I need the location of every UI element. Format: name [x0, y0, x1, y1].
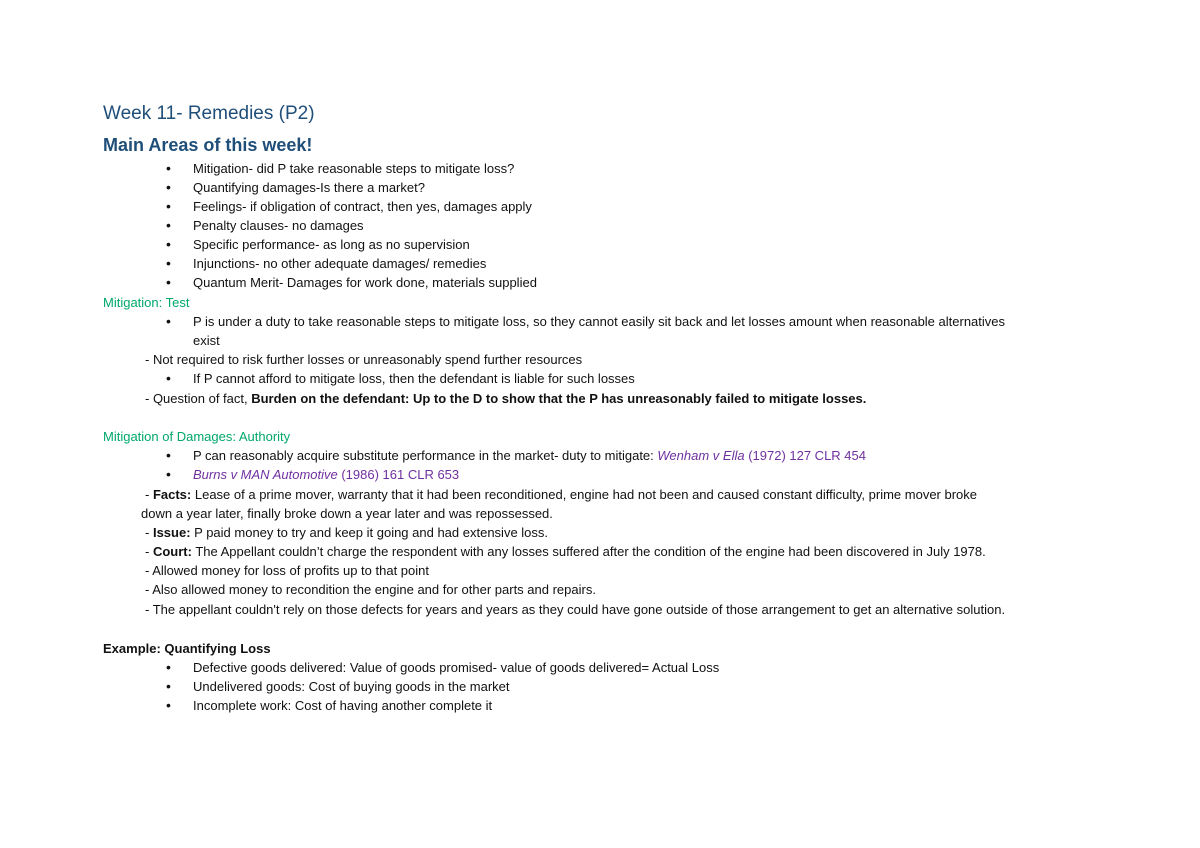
bullet-icon — [166, 256, 174, 264]
list-item — [193, 447, 866, 465]
bullet-icon — [166, 161, 174, 169]
bullet-icon — [166, 237, 174, 245]
dash-item: - Also allowed money to recondition the engine and for other parts and repairs. — [145, 582, 596, 597]
list-item: If P cannot afford to mitigate loss, then the defendant is liable for such losses — [193, 371, 635, 386]
bullet-icon — [166, 660, 174, 668]
dash-item-bold: Burden on the defendant: Up to the D to show that the P has unreasonably failed to mitigate losses. — [251, 391, 867, 406]
dash-item-prefix: - Question of fact, — [145, 391, 252, 406]
bullet-icon — [166, 218, 174, 226]
bullet-icon — [166, 180, 174, 188]
list-item: Undelivered goods: Cost of buying goods in the market — [193, 679, 510, 694]
list-item: Quantum Merit- Damages for work done, materials supplied — [193, 275, 537, 290]
list-item: Injunctions- no other adequate damages/ remedies — [193, 256, 487, 271]
section-heading-authority: Mitigation of Damages: Authority — [103, 429, 291, 444]
bullet-icon — [166, 314, 174, 322]
court-line: - Court: The Appellant couldn’t charge the respondent with any losses suffered after the condition of the engine had been discovered in July 1978. — [145, 544, 986, 559]
bullet-icon — [166, 199, 174, 207]
list-item: Mitigation- did P take reasonable steps to mitigate loss? — [193, 161, 515, 176]
list-item-text: P can reasonably acquire substitute performance in the market- duty to mitigate: — [193, 448, 658, 463]
bullet-icon — [166, 371, 174, 379]
bullet-icon — [166, 467, 174, 475]
list-item: P is under a duty to take reasonable steps to mitigate loss, so they cannot easily sit back and let losses amount when reasonable alternatives — [193, 314, 1006, 329]
dash-item: - The appellant couldn't rely on those defects for years and years as they could have gone outside of those arrangement to get an alternative solution. — [145, 602, 1006, 617]
issue-line: - Issue: P paid money to try and keep it going and had extensive loss. — [145, 525, 549, 540]
case-name: Wenham v Ella — [657, 448, 745, 463]
section-heading-main-areas: Main Areas of this week! — [103, 135, 313, 155]
bullet-icon — [166, 448, 174, 456]
dash-item: - Allowed money for loss of profits up to that point — [145, 563, 429, 578]
issue-label: Issue: — [152, 525, 191, 540]
list-item: Specific performance- as long as no supervision — [193, 237, 470, 252]
case-citation: (1972) 127 CLR 454 — [744, 448, 866, 463]
list-item: Feelings- if obligation of contract, then yes, damages apply — [193, 199, 532, 214]
section-heading-example: Example: Quantifying Loss — [103, 641, 271, 656]
facts-continuation: down a year later, finally broke down a year later and was repossessed. — [141, 506, 553, 521]
list-item: Penalty clauses- no damages — [193, 218, 364, 233]
list-item: Defective goods delivered: Value of goods promised- value of goods delivered= Actual Loss — [193, 660, 720, 675]
issue-text: P paid money to try and keep it going and had extensive loss. — [190, 525, 549, 540]
document-title: Week 11- Remedies (P2) — [103, 103, 315, 124]
bullet-icon — [166, 275, 174, 283]
court-text: The Appellant couldn’t charge the respondent with any losses suffered after the condition of the engine had been discovered in July 1978. — [191, 544, 986, 559]
facts-text: Lease of a prime mover, warranty that it had been reconditioned, engine had not been and caused constant difficulty, prime mover broke — [191, 487, 978, 502]
case-citation: (1986) 161 CLR 653 — [337, 467, 460, 482]
facts-line: - Facts: Lease of a prime mover, warranty that it had been reconditioned, engine had not been and caused constant difficulty, prime mover broke — [145, 487, 978, 502]
facts-label: Facts: — [152, 487, 192, 502]
bullet-icon — [166, 679, 174, 687]
dash-item — [145, 390, 866, 408]
section-heading-mitigation-test: Mitigation: Test — [103, 295, 190, 310]
court-label: Court: — [152, 544, 192, 559]
case-name: Burns v MAN Automotive — [193, 467, 338, 482]
bullet-icon — [166, 698, 174, 706]
dash-item: - Not required to risk further losses or unreasonably spend further resources — [145, 352, 583, 367]
list-item-continuation: exist — [193, 333, 220, 348]
list-item — [193, 466, 459, 484]
list-item: Incomplete work: Cost of having another complete it — [193, 698, 493, 713]
list-item: Quantifying damages-Is there a market? — [193, 180, 425, 195]
